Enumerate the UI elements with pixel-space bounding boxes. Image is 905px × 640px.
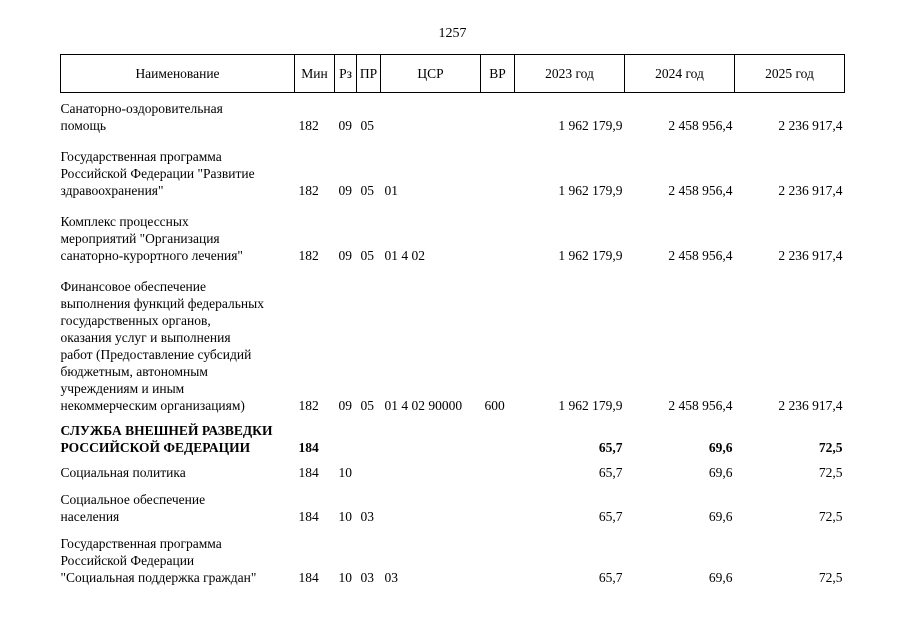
row-rz: 09 (338, 248, 352, 263)
row-value-2025: 2 236 917,4 (778, 398, 843, 413)
row-pr (357, 414, 381, 456)
table-row (61, 134, 845, 199)
row-rz (335, 414, 357, 456)
table-row (61, 525, 845, 586)
row-value-2025: 2 236 917,4 (778, 183, 843, 198)
row-pr: 05 (360, 248, 374, 263)
row-csr (381, 93, 481, 135)
row-name-line: Финансовое обеспечение (60, 279, 207, 294)
row-min: 182 (298, 183, 319, 198)
row-vr (481, 481, 515, 525)
row-name-line: мероприятий "Организация (60, 231, 220, 246)
row-min: 184 (298, 509, 319, 524)
row-name (61, 481, 295, 525)
header-2025: 2025 год (735, 55, 845, 93)
table-row (61, 414, 845, 456)
row-value-2025: 72,5 (818, 465, 843, 480)
row-csr (381, 456, 481, 481)
row-name (61, 525, 295, 586)
row-pr: 05 (360, 183, 374, 198)
row-name-line: "Социальная поддержка граждан" (60, 570, 257, 585)
row-value-2024: 2 458 956,4 (668, 398, 733, 413)
table-row (61, 481, 845, 525)
row-name-line: Государственная программа (60, 536, 222, 551)
row-value-2024: 69,6 (708, 465, 733, 480)
row-name-line: государственных органов, (60, 313, 211, 328)
row-value-2023: 65,7 (598, 509, 623, 524)
row-name-line: некоммерческим организациям) (60, 398, 245, 413)
row-value-2023: 65,7 (598, 465, 623, 480)
row-value-2025: 2 236 917,4 (778, 248, 843, 263)
row-value-2024: 69,6 (708, 509, 733, 524)
row-pr: 03 (360, 509, 374, 524)
row-name-line: учреждениям и иным (60, 381, 185, 396)
row-vr (481, 134, 515, 199)
row-vr (481, 456, 515, 481)
header-csr: ЦСР (381, 55, 481, 93)
row-name-line: СЛУЖБА ВНЕШНЕЙ РАЗВЕДКИ (60, 423, 273, 438)
row-vr (481, 525, 515, 586)
row-name-line: здравоохранения" (60, 183, 164, 198)
header-name: Наименование (61, 55, 295, 93)
row-name (61, 414, 295, 456)
row-value-2023: 65,7 (598, 570, 623, 585)
row-name (61, 199, 295, 264)
header-min: Мин (295, 55, 335, 93)
row-name (61, 264, 295, 414)
row-value-2025: 72,5 (818, 570, 843, 585)
row-value-2023: 1 962 179,9 (558, 183, 623, 198)
table-body (61, 93, 845, 587)
table-header (61, 55, 845, 93)
row-value-2024: 69,6 (708, 440, 733, 455)
row-name-line: выполнения функций федеральных (60, 296, 264, 311)
row-min: 182 (298, 118, 319, 133)
row-name-line: Российской Федерации (60, 553, 195, 568)
row-name (61, 456, 295, 481)
row-csr: 01 4 02 (384, 248, 425, 263)
row-vr: 600 (484, 398, 505, 413)
row-vr (481, 93, 515, 135)
row-min: 184 (298, 440, 319, 455)
row-csr (381, 414, 481, 456)
row-name-line: РОССИЙСКОЙ ФЕДЕРАЦИИ (60, 440, 251, 455)
row-rz: 10 (338, 509, 352, 524)
row-csr (381, 481, 481, 525)
header-2023: 2023 год (515, 55, 625, 93)
row-value-2025: 72,5 (818, 440, 843, 455)
row-name-line: Социальная политика (60, 465, 186, 480)
row-value-2025: 72,5 (818, 509, 843, 524)
header-2024: 2024 год (625, 55, 735, 93)
row-name-line: санаторно-курортного лечения" (60, 248, 243, 263)
row-name (61, 134, 295, 199)
table-row (61, 93, 845, 135)
row-value-2024: 2 458 956,4 (668, 248, 733, 263)
row-name (61, 93, 295, 135)
row-name-line: Комплекс процессных (60, 214, 189, 229)
header-rz: Рз (335, 55, 357, 93)
table-row (61, 456, 845, 481)
row-rz: 09 (338, 183, 352, 198)
row-min: 184 (298, 465, 319, 480)
row-value-2024: 69,6 (708, 570, 733, 585)
row-pr: 05 (360, 118, 374, 133)
row-csr: 01 (384, 183, 398, 198)
budget-table (60, 54, 845, 586)
row-name-line: оказания услуг и выполнения (60, 330, 231, 345)
row-pr: 05 (360, 398, 374, 413)
row-pr (357, 456, 381, 481)
row-name-line: Государственная программа (60, 149, 222, 164)
table-row (61, 199, 845, 264)
row-name-line: Социальное обеспечение (60, 492, 206, 507)
row-value-2023: 1 962 179,9 (558, 118, 623, 133)
row-name-line: работ (Предоставление субсидий (60, 347, 252, 362)
page-number: 1257 (438, 26, 467, 41)
row-name-line: Санаторно-оздоровительная (60, 101, 223, 116)
row-pr: 03 (360, 570, 374, 585)
row-min: 182 (298, 248, 319, 263)
row-value-2023: 65,7 (598, 440, 623, 455)
row-name-line: населения (60, 509, 120, 524)
row-value-2023: 1 962 179,9 (558, 398, 623, 413)
row-csr: 01 4 02 90000 (384, 398, 463, 413)
row-value-2024: 2 458 956,4 (668, 183, 733, 198)
row-name-line: бюджетным, автономным (60, 364, 208, 379)
row-vr (481, 414, 515, 456)
row-value-2024: 2 458 956,4 (668, 118, 733, 133)
row-rz: 10 (338, 570, 352, 585)
row-vr (481, 199, 515, 264)
row-rz: 09 (338, 118, 352, 133)
row-value-2023: 1 962 179,9 (558, 248, 623, 263)
row-name-line: помощь (60, 118, 107, 133)
row-rz: 09 (338, 398, 352, 413)
row-rz: 10 (338, 465, 352, 480)
header-vr: ВР (481, 55, 515, 93)
header-pr: ПР (357, 55, 381, 93)
table-row (61, 264, 845, 414)
row-csr: 03 (384, 570, 398, 585)
row-min: 184 (298, 570, 319, 585)
row-min: 182 (298, 398, 319, 413)
row-name-line: Российской Федерации "Развитие (60, 166, 255, 181)
row-value-2025: 2 236 917,4 (778, 118, 843, 133)
